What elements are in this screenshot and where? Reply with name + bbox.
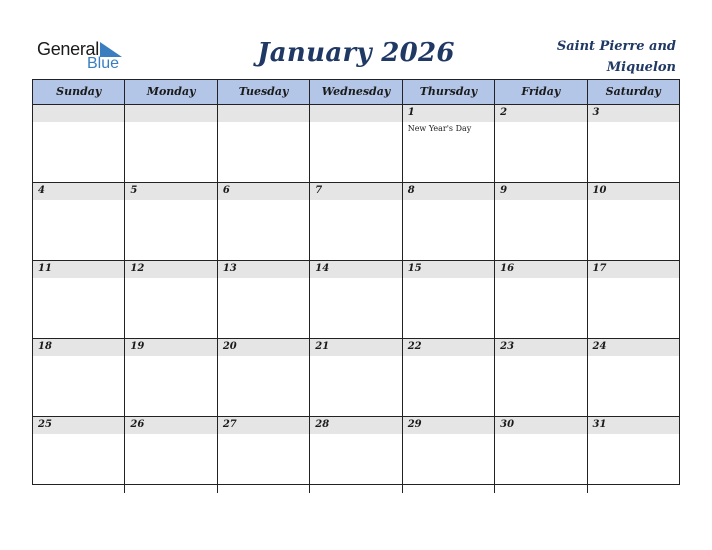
day-number: 16 xyxy=(500,263,515,274)
day-number: 3 xyxy=(592,107,600,118)
day-number: 20 xyxy=(222,341,237,352)
day-cell xyxy=(310,105,402,182)
day-number: 24 xyxy=(592,341,607,352)
day-number-band xyxy=(495,105,586,122)
day-cell xyxy=(588,105,679,182)
weekday-friday: Friday xyxy=(495,80,587,104)
day-number: 14 xyxy=(315,263,330,274)
week-row xyxy=(33,417,679,493)
weekday-sunday: Sunday xyxy=(33,80,125,104)
day-cell xyxy=(218,183,310,260)
day-cell xyxy=(403,105,495,182)
day-number-band xyxy=(33,105,124,122)
day-number: 15 xyxy=(407,263,422,274)
day-cell xyxy=(125,339,217,416)
weekday-header-row xyxy=(33,80,679,105)
day-number: 27 xyxy=(222,419,237,430)
day-number: 8 xyxy=(407,185,415,196)
day-cell xyxy=(33,183,125,260)
weekday-saturday: Saturday xyxy=(605,85,661,98)
day-cell xyxy=(33,417,125,493)
weekday-monday: Monday xyxy=(125,80,217,104)
weekday-thursday: Thursday xyxy=(403,80,495,104)
day-cell xyxy=(588,339,679,416)
week-row xyxy=(33,261,679,339)
day-cell xyxy=(495,105,587,182)
day-cell xyxy=(495,261,587,338)
day-cell xyxy=(125,183,217,260)
day-number: 29 xyxy=(407,419,422,430)
day-number-band xyxy=(125,105,216,122)
day-number: 9 xyxy=(500,185,508,196)
day-cell xyxy=(403,339,495,416)
day-cell xyxy=(33,261,125,338)
calendar-title: January 2026 xyxy=(257,38,455,68)
day-cell xyxy=(218,417,310,493)
day-cell xyxy=(310,261,402,338)
day-number: 31 xyxy=(592,419,607,430)
calendar-grid xyxy=(32,79,680,485)
day-number: 23 xyxy=(500,341,515,352)
day-number: 13 xyxy=(222,263,237,274)
day-cell xyxy=(495,417,587,493)
day-number-band xyxy=(588,105,679,122)
day-cell xyxy=(588,417,679,493)
day-number: 22 xyxy=(407,341,422,352)
day-number-band xyxy=(310,105,401,122)
day-number-band xyxy=(218,183,309,200)
day-cell xyxy=(125,105,217,182)
day-cell xyxy=(125,417,217,493)
region-name: Saint Pierre and Miquelon xyxy=(556,39,676,75)
day-number-band xyxy=(310,183,401,200)
day-number: 5 xyxy=(130,185,138,196)
day-number: 21 xyxy=(315,341,330,352)
day-cell xyxy=(588,261,679,338)
day-cell xyxy=(33,105,125,182)
day-number: 28 xyxy=(315,419,330,430)
day-number-band xyxy=(403,105,494,122)
day-cell xyxy=(588,183,679,260)
day-number: 19 xyxy=(130,341,145,352)
day-number: 25 xyxy=(38,419,52,430)
week-row xyxy=(33,339,679,417)
day-cell xyxy=(495,183,587,260)
day-number: 11 xyxy=(38,263,52,274)
weekday-wednesday: Wednesday xyxy=(310,80,402,104)
day-number: 2 xyxy=(500,107,508,118)
day-cell xyxy=(218,339,310,416)
day-number: 12 xyxy=(130,263,145,274)
day-cell xyxy=(310,339,402,416)
logo-general-text: General xyxy=(37,39,99,59)
day-cell xyxy=(33,339,125,416)
day-cell xyxy=(125,261,217,338)
day-cell xyxy=(218,105,310,182)
day-cell xyxy=(218,261,310,338)
week-row xyxy=(33,105,679,183)
day-number-band xyxy=(33,183,124,200)
day-number: 10 xyxy=(592,185,607,196)
day-number: 4 xyxy=(38,185,45,196)
week-row xyxy=(33,183,679,261)
logo-blue-text: Blue xyxy=(87,55,120,72)
weekday-tuesday: Tuesday xyxy=(218,80,310,104)
day-number: 6 xyxy=(222,185,230,196)
day-number-band xyxy=(218,105,309,122)
day-number: 17 xyxy=(592,263,607,274)
day-cell xyxy=(310,183,402,260)
holiday-label: New Year's Day xyxy=(407,124,472,133)
day-number-band xyxy=(495,183,586,200)
day-cell xyxy=(310,417,402,493)
day-number: 7 xyxy=(315,185,323,196)
day-number: 30 xyxy=(500,419,515,430)
day-cell xyxy=(495,339,587,416)
day-cell xyxy=(403,183,495,260)
day-number: 26 xyxy=(130,419,145,430)
day-cell xyxy=(403,417,495,493)
day-number-band xyxy=(403,183,494,200)
day-cell xyxy=(403,261,495,338)
day-number: 18 xyxy=(38,341,52,352)
day-number: 1 xyxy=(407,107,415,118)
day-number-band xyxy=(125,183,216,200)
